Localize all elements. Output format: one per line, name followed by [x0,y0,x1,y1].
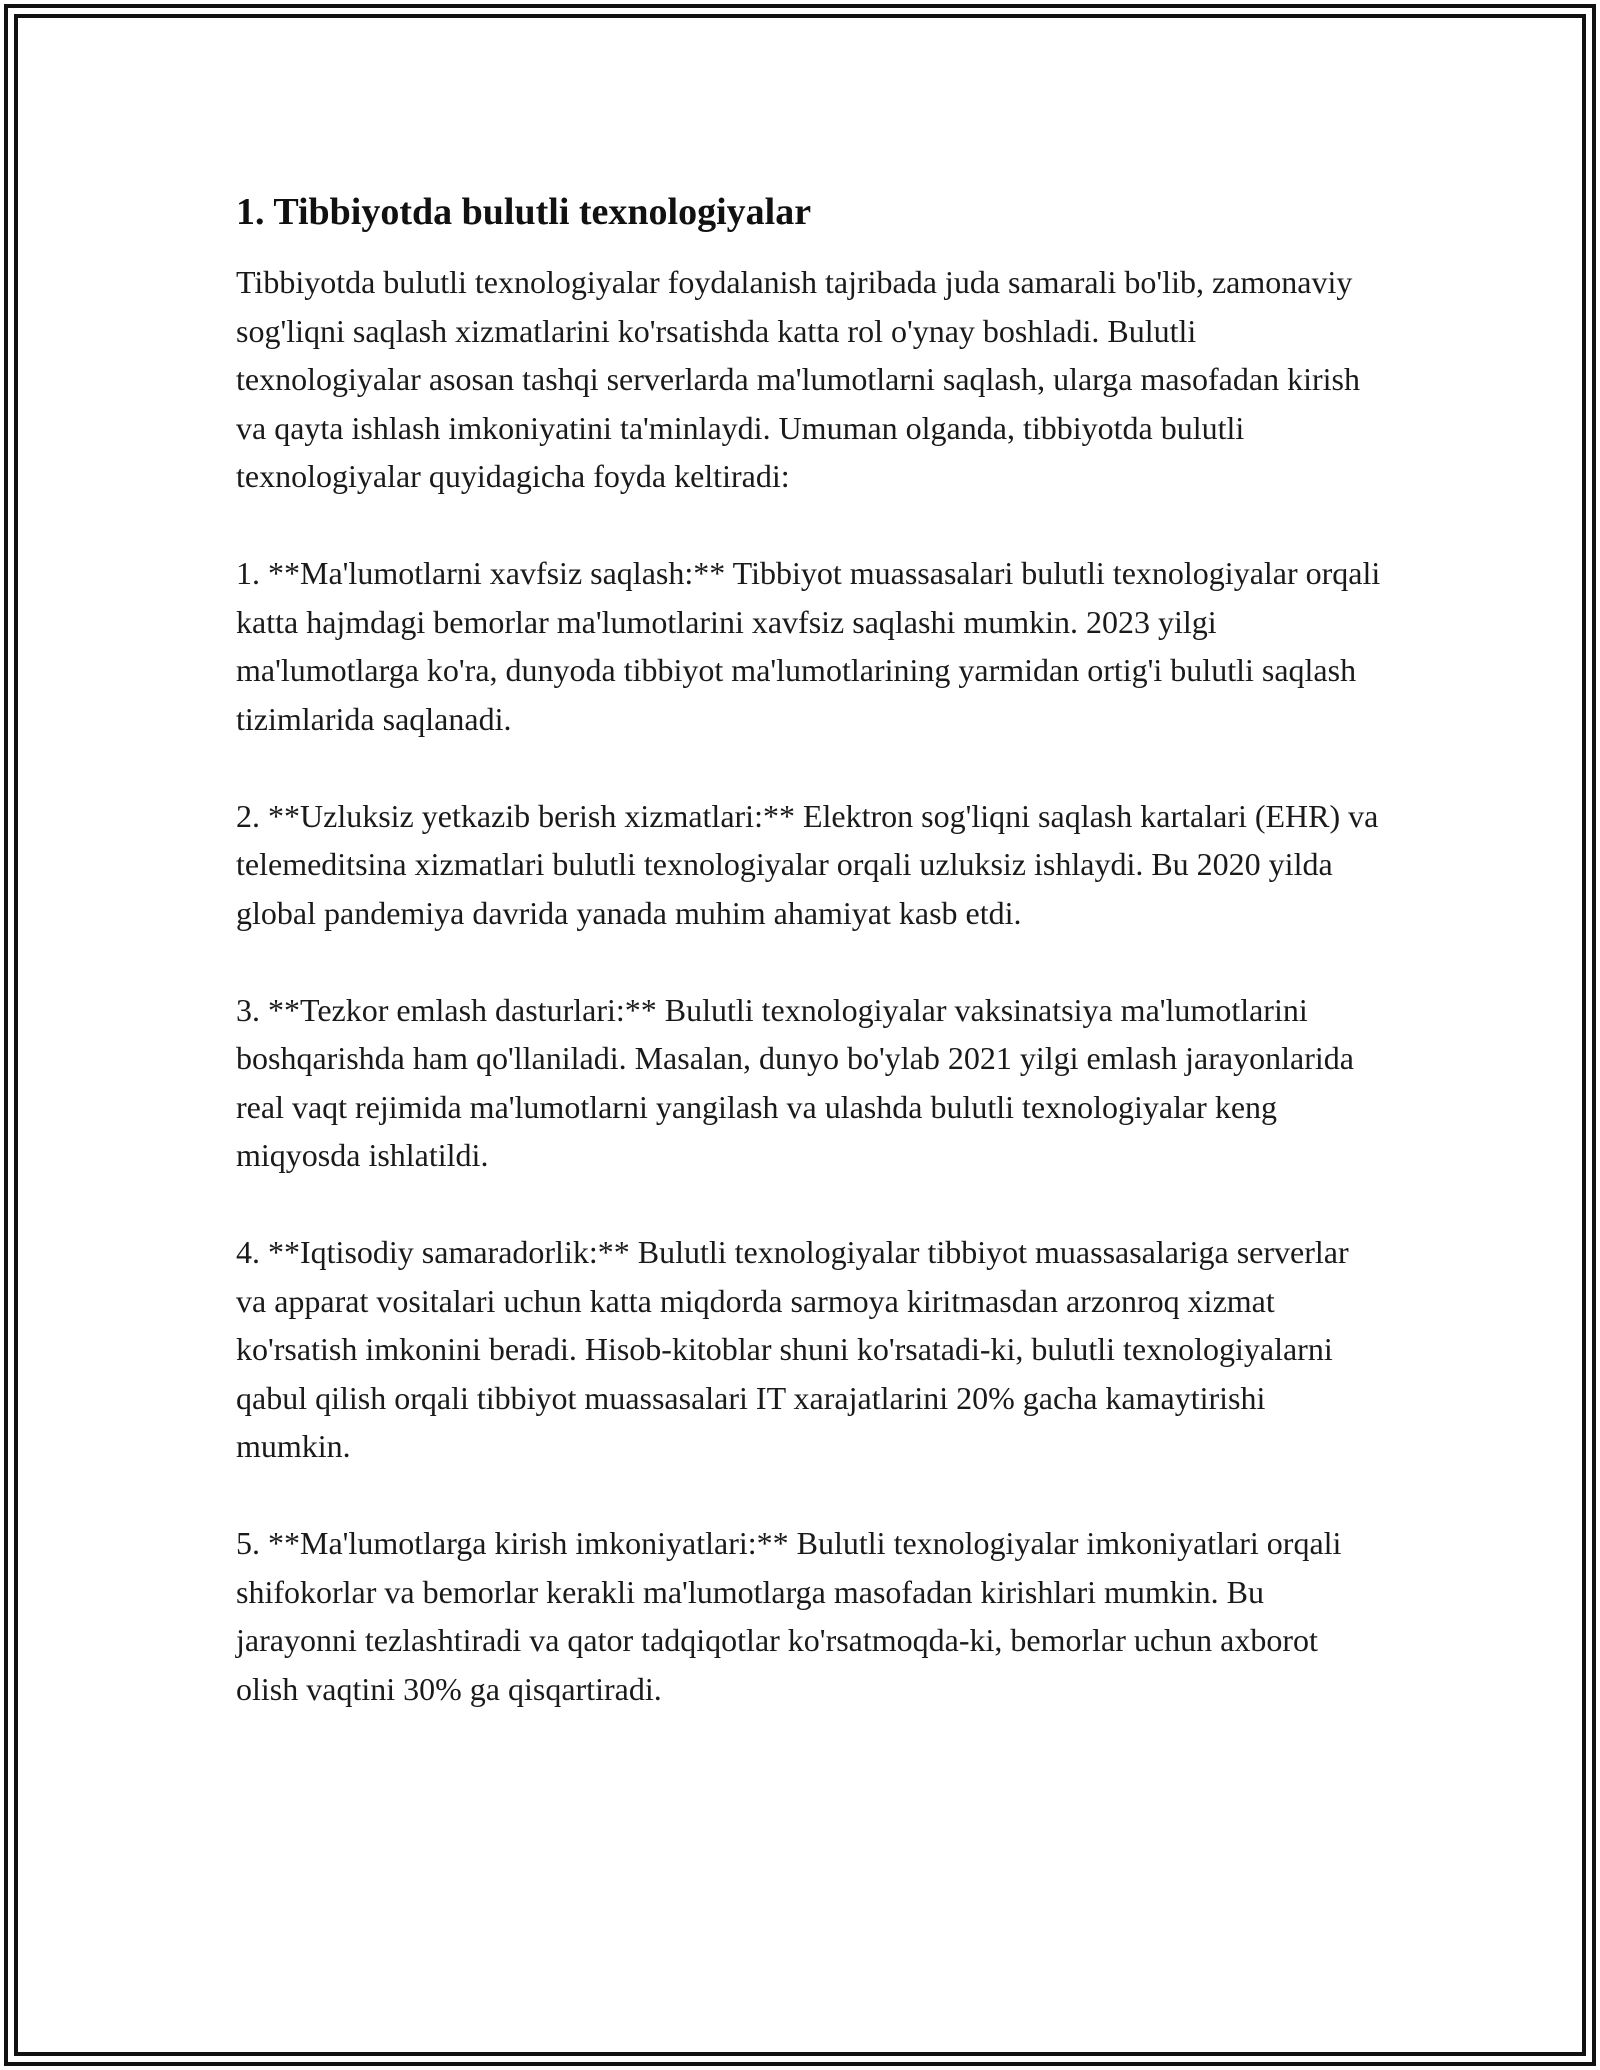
document-body [236,188,1386,1713]
list-item: 4. **Iqtisodiy samaradorlik:** Bulutli texnologiyalar tibbiyot muassasalariga serverlar va apparat vositalari uchun katta miqdorda sarmoya kiritmasdan arzonroq xizmat ko'rsatish imkonini beradi. Hisob-kitoblar shuni ko'rsatadi-ki, bulutli texnologiyalarni qabul qilish orqali tibbiyot muassasalari IT xarajatlarini 20% gacha kamaytirishi mumkin. [236,1234,1349,1464]
list-item: 2. **Uzluksiz yetkazib berish xizmatlari:** Elektron sog'liqni saqlash kartalari (EHR) va telemeditsina xizmatlari bulutli texnologiyalar orqali uzluksiz ishlaydi. Bu 2020 yilda global pandemiya davrida yanada muhim ahamiyat kasb etdi. [236,797,1379,931]
page-title: 1. Tibbiyotda bulutli texnologiyalar [236,191,812,233]
list-item: 5. **Ma'lumotlarga kirish imkoniyatlari:** Bulutli texnologiyalar imkoniyatlari orqali shifokorlar va bemorlar kerakli ma'lumotlarga masofadan kirishlari mumkin. Bu jarayonni tezlashtiradi va qator tadqiqotlar ko'rsatmoqda-ki, bemorlar uchun axborot olish vaqtini 30% ga qisqartiradi. [236,1525,1342,1707]
list-item: 3. **Tezkor emlash dasturlari:** Bulutli texnologiyalar vaksinatsiya ma'lumotlarini boshqarishda ham qo'llaniladi. Masalan, dunyo bo'ylab 2021 yilgi emlash jarayonlarida real vaqt rejimida ma'lumotlarni yangilash va ulashda bulutli texnologiyalar keng miqyosda ishlatildi. [236,991,1354,1173]
list-item: 1. **Ma'lumotlarni xavfsiz saqlash:** Tibbiyot muassasalari bulutli texnologiyalar orqali katta hajmdagi bemorlar ma'lumotlarini xavfsiz saqlashi mumkin. 2023 yilgi ma'lumotlarga ko'ra, dunyoda tibbiyot ma'lumotlarining yarmidan ortig'i bulutli saqlash tizimlarida saqlanadi. [236,555,1381,737]
intro-paragraph: Tibbiyotda bulutli texnologiyalar foydalanish tajribada juda samarali bo'lib, zamonaviy sog'liqni saqlash xizmatlarini ko'rsatishda katta rol o'ynay boshladi. Bulutli texnologiyalar asosan tashqi serverlarda ma'lumotlarni saqlash, ularga masofadan kirish va qayta ishlash imkoniyatini ta'minlaydi. Umuman olganda, tibbiyotda bulutli texnologiyalar quyidagicha foyda keltiradi: [236,264,1360,494]
